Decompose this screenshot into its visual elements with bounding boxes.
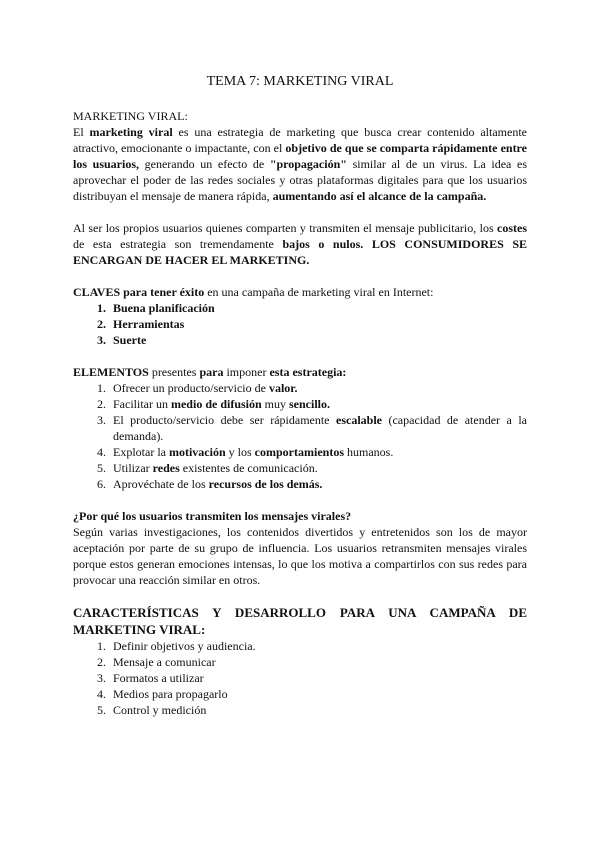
list-item: 1. Buena planificación — [109, 300, 527, 316]
list-item: 1. Ofrecer un producto/servicio de valor. — [109, 380, 527, 396]
list-item: 5. Control y medición — [109, 702, 527, 718]
costs-paragraph: Al ser los propios usuarios quienes comparten y transmiten el mensaje publicitario, los costes de esta estrategia son tremendamente bajos o nulos. LOS CONSUMIDORES SE ENCARGAN DE HACER EL MARKETING. — [73, 221, 528, 267]
list-item: 3. Formatos a utilizar — [109, 670, 527, 686]
elementos-list — [73, 380, 527, 492]
list-item: 2. Herramientas — [109, 316, 527, 332]
caracteristicas-list — [73, 638, 527, 718]
document-content — [73, 74, 527, 718]
caracteristicas-heading: CARACTERÍSTICAS Y DESARROLLO PARA UNA CAMPAÑA DE MARKETING VIRAL: — [73, 605, 527, 637]
list-item: 4. Medios para propagarlo — [109, 686, 527, 702]
list-item: 2. Facilitar un medio de difusión muy sencillo. — [109, 396, 527, 412]
claves-list — [73, 300, 527, 348]
answer-paragraph: Según varias investigaciones, los contenidos divertidos y entretenidos son los de mayor aceptación por parte de su grupo de influencia. Los usuarios retransmiten mensajes virales porque estos generan emociones intensas, lo que los motiva a compartirlos con sus redes para provocar una reacción similar en otros. — [73, 525, 527, 587]
list-item: 6. Aprovéchate de los recursos de los demás. — [109, 476, 527, 492]
list-item: 3. El producto/servicio debe ser rápidamente escalable (capacidad de atender a la demanda). — [109, 412, 527, 444]
claves-heading: CLAVES para tener éxito en una campaña de marketing viral en Internet: — [73, 285, 434, 299]
page-title: TEMA 7: MARKETING VIRAL — [206, 74, 394, 89]
intro-paragraph: El marketing viral es una estrategia de marketing que busca crear contenido altamente atractivo, emocionante o impactante, con el objetivo de que se comparta rápidamente entre los usuarios, generando un efecto de "propagación" similar al de un virus. La idea es aprovechar el poder de las redes sociales y otras plataformas digitales para que los usuarios distribuyan el mensaje de manera rápida, aumentando así el alcance de la campaña. — [73, 125, 528, 203]
question-heading: ¿Por qué los usuarios transmiten los mensajes virales? — [73, 509, 352, 523]
section-label: MARKETING VIRAL: — [73, 109, 188, 123]
list-item: 5. Utilizar redes existentes de comunicación. — [109, 460, 527, 476]
elementos-heading: ELEMENTOS presentes para imponer esta estrategia: — [73, 365, 347, 379]
list-item: 3. Suerte — [109, 332, 527, 348]
list-item: 4. Explotar la motivación y los comportamientos humanos. — [109, 444, 527, 460]
list-item: 1. Definir objetivos y audiencia. — [109, 638, 527, 654]
list-item: 2. Mensaje a comunicar — [109, 654, 527, 670]
